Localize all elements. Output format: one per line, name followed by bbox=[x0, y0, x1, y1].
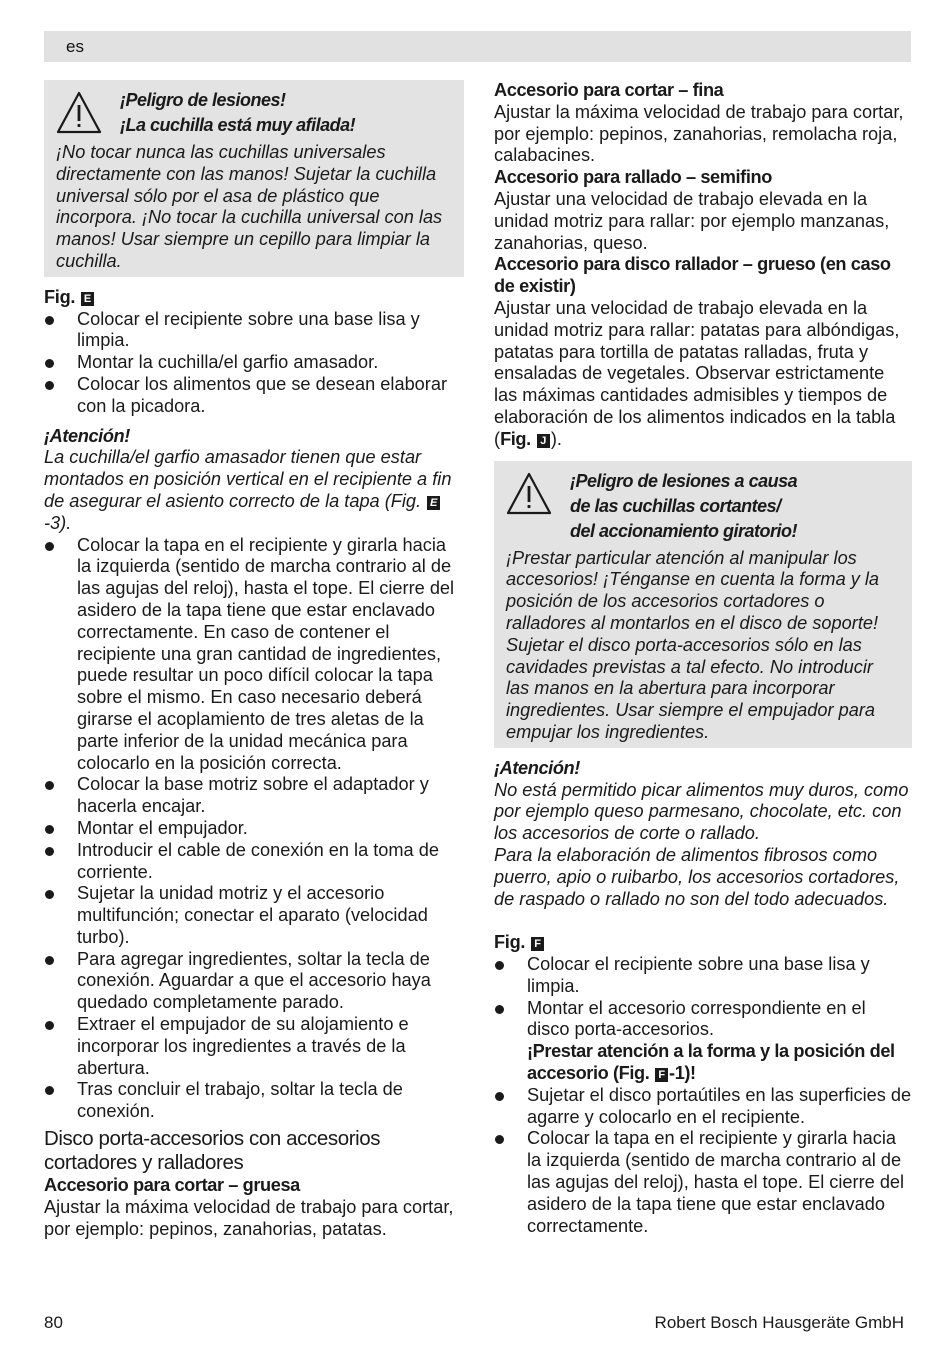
attention-title: ¡Atención! bbox=[44, 425, 130, 446]
fig-letter-badge: E bbox=[427, 496, 440, 510]
paragraph-cut-coarse: Ajustar la máxima velocidad de trabajo para cortar, por ejemplo: pepinos, zanahorias, patatas. bbox=[44, 1196, 454, 1239]
list-item: Tras concluir el trabajo, soltar la tecla de conexión. bbox=[44, 1079, 464, 1123]
warning-body: ¡No tocar nunca las cuchillas universales directamente con las manos! Sujetar la cuchilla universal sólo por el asa de plástico que incorpora. ¡No tocar la cuchilla universal con las manos! Usar siempre un cepillo para limpiar la cuchilla. bbox=[56, 142, 443, 271]
list-item: Colocar la tapa en el recipiente y girarla hacia la izquierda (sentido de marcha contrario al de las agujas del reloj), hasta el tope. El cierre del asidero de la tapa tiene que estar enclavado correctamente. bbox=[494, 1128, 912, 1237]
fig-letter-badge: J bbox=[537, 434, 550, 448]
instruction-list-3 bbox=[494, 954, 912, 1237]
list-item: Para agregar ingredientes, soltar la tecla de conexión. Aguardar a que el accesorio haya quedado completamente parado. bbox=[44, 949, 464, 1014]
warning-box-blade bbox=[44, 80, 464, 277]
left-column bbox=[44, 80, 464, 1240]
attention-paragraph-1: No está permitido picar alimentos muy duros, como por ejemplo queso parmesano, chocolate, etc. con los accesorios de corte o rallado. bbox=[494, 779, 909, 844]
emphasis-end: -1)! bbox=[669, 1063, 696, 1084]
warning-triangle-icon bbox=[506, 471, 552, 517]
list-item: Colocar el recipiente sobre una base lisa y limpia. bbox=[44, 309, 464, 353]
warning-title-line1: ¡Peligro de lesiones a causa bbox=[570, 470, 798, 491]
fig-label: Fig. bbox=[500, 428, 531, 449]
paragraph-grate-coarse bbox=[494, 298, 912, 451]
warning-title-line3: del accionamiento giratorio! bbox=[570, 520, 798, 541]
list-item: Introducir el cable de conexión en la toma de corriente. bbox=[44, 840, 464, 884]
warning-box-rotating bbox=[494, 461, 912, 748]
list-item: Colocar los alimentos que se desean elaborar con la picadora. bbox=[44, 374, 464, 418]
footer-company: Robert Bosch Hausgeräte GmbH bbox=[654, 1313, 904, 1332]
subheading-cut-fine: Accesorio para cortar – fina bbox=[494, 80, 724, 100]
warning-body: ¡Prestar particular atención al manipular los accesorios! ¡Ténganse en cuenta la forma y la posición de los accesorios cortadores o ralladores al montarlos en el disco de soporte! Sujetar el disco porta-accesorios sólo en las cavidades previstas a tal efecto. No introducir las manos en la abertura para incorporar ingredientes. Usar siempre el empujador para empujar los ingredientes. bbox=[506, 547, 880, 742]
paragraph-end: ). bbox=[550, 428, 562, 449]
list-item-text: Montar el accesorio correspondiente en el disco porta-accesorios. bbox=[527, 997, 866, 1040]
paragraph-grate-coarse-text: Ajustar una velocidad de trabajo elevada en la unidad motriz para rallar: patatas para albóndigas, patatas para tortilla de patatas ralladas, fruta y ensaladas de vegetales. Observar estrictamente las máximas cantidades admisibles y tiempos de elaboración de los alimentos indicados en la tabla ( bbox=[494, 297, 900, 449]
fig-letter-badge: F bbox=[655, 1068, 668, 1082]
subheading-grate-medium: Accesorio para rallado – semifino bbox=[494, 167, 772, 188]
fig-e-label bbox=[44, 287, 464, 309]
list-item: Extraer el empujador de su alojamiento e incorporar los ingredientes a través de la abertura. bbox=[44, 1014, 464, 1079]
list-item-emphasis bbox=[527, 1041, 912, 1085]
list-item: Sujetar la unidad motriz y el accesorio multifunción; conectar el aparato (velocidad turbo). bbox=[44, 883, 464, 948]
language-bar bbox=[44, 31, 911, 62]
fig-label: Fig. bbox=[44, 286, 76, 307]
attention-title: ¡Atención! bbox=[494, 757, 580, 778]
warning-title-line2: de las cuchillas cortantes/ bbox=[570, 495, 781, 516]
language-code: es bbox=[66, 37, 84, 56]
attention-paragraph-2: Para la elaboración de alimentos fibrosos como puerro, apio o ruibarbo, los accesorios cortadores, de raspado o rallado no son del todo adecuados. bbox=[494, 844, 900, 909]
subheading-cut-coarse: Accesorio para cortar – gruesa bbox=[44, 1175, 300, 1196]
warning-title-line2: ¡La cuchilla está muy afilada! bbox=[120, 115, 356, 135]
warning-triangle-icon bbox=[56, 90, 102, 136]
emphasis-text: ¡Prestar atención a la forma y la posición del accesorio (Fig. bbox=[527, 1041, 895, 1084]
fig-f-label bbox=[494, 932, 912, 954]
list-item: Colocar la tapa en el recipiente y girarla hacia la izquierda (sentido de marcha contrario al de las agujas del reloj), hasta el tope. El cierre del asidero de la tapa tiene que estar enclavado correctamente. En caso de contener el recipiente una gran cantidad de ingredientes, puede resultar un poco difícil colocar la tapa sobre el mismo. En caso necesario deberá girarse el acoplamiento de tres aletas de la parte inferior de la unidad mecánica para colocarlo en la posición correcta. bbox=[44, 535, 464, 775]
fig-label: Fig. bbox=[494, 932, 526, 953]
list-item: Montar la cuchilla/el garfio amasador. bbox=[44, 352, 464, 374]
list-item bbox=[494, 998, 912, 1085]
page-number: 80 bbox=[44, 1313, 63, 1332]
list-item: Colocar el recipiente sobre una base lisa y limpia. bbox=[494, 954, 912, 998]
warning-title-line1: ¡Peligro de lesiones! bbox=[120, 90, 286, 110]
instruction-list-1 bbox=[44, 309, 464, 418]
fig-letter-badge: F bbox=[531, 937, 544, 951]
attention-text-main: La cuchilla/el garfio amasador tienen que estar montados en posición vertical en el recipiente a fin de asegurar el asiento correcto de la tapa (Fig. bbox=[44, 447, 452, 511]
list-item: Sujetar el disco portaútiles en las superficies de agarre y colocarlo en el recipiente. bbox=[494, 1085, 912, 1129]
attention-text-end: -3). bbox=[44, 512, 72, 533]
paragraph-grate-medium: Ajustar una velocidad de trabajo elevada en la unidad motriz para rallar: por ejemplo manzanas, zanahorias, queso. bbox=[494, 188, 890, 253]
list-item: Colocar la base motriz sobre el adaptador y hacerla encajar. bbox=[44, 774, 464, 818]
list-item: Montar el empujador. bbox=[44, 818, 464, 840]
paragraph-cut-fine: Ajustar la máxima velocidad de trabajo para cortar, por ejemplo: pepinos, zanahorias, remolacha roja, calabacines. bbox=[494, 101, 904, 166]
fig-letter-badge: E bbox=[81, 292, 94, 306]
instruction-list-2 bbox=[44, 535, 464, 1124]
attention-text bbox=[44, 447, 464, 534]
right-column bbox=[494, 80, 912, 1237]
section-heading: Disco porta-accesorios con accesorios cortadores y ralladores bbox=[44, 1127, 381, 1175]
subheading-grate-coarse: Accesorio para disco rallador – grueso (en caso de existir) bbox=[494, 254, 891, 297]
